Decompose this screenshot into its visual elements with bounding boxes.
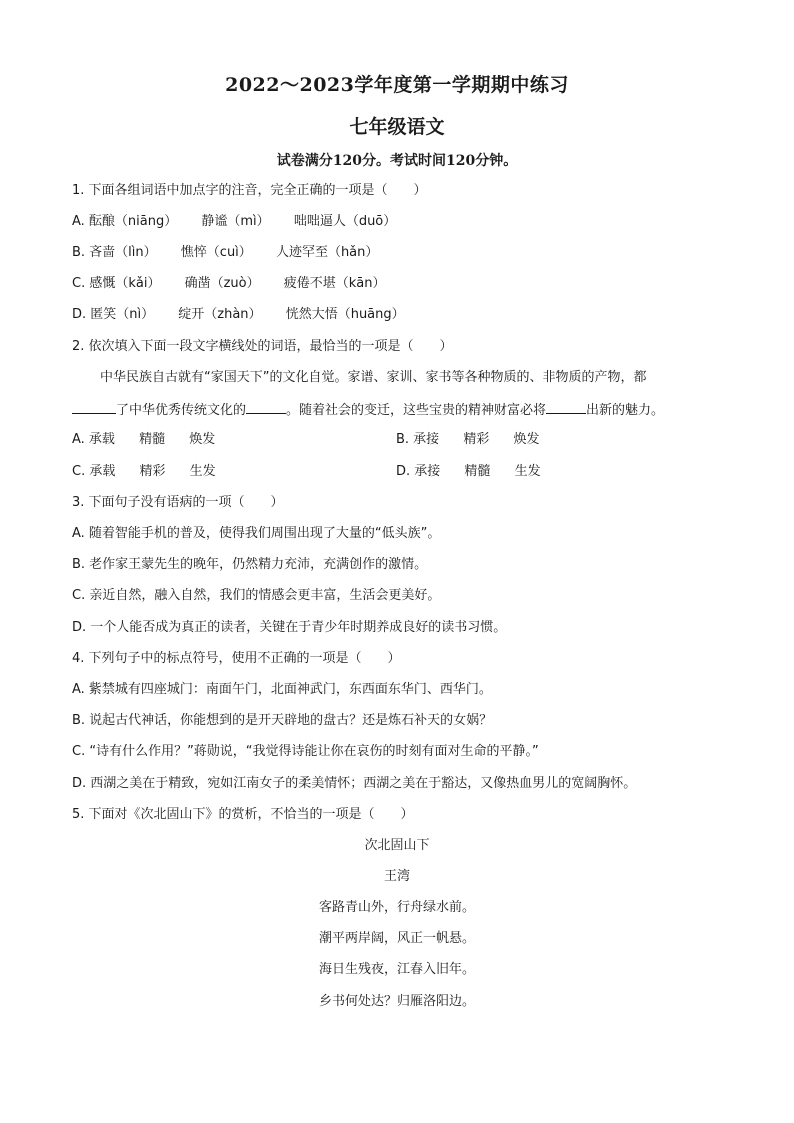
exam-note: 试卷满分120分。考试时间120分钟。 — [276, 153, 518, 169]
q4-option-a: A. 紫禁城有四座城门：南面午门，北面神武门，东西面东华门、西华门。 — [72, 682, 492, 697]
poem-title: 次北固山下 — [364, 838, 430, 853]
q3-option-d: D. 一个人能否成为真正的读者，关键在于青少年时期养成良好的读书习惯。 — [72, 620, 507, 635]
q1-a-w1: A. 酝酿（niāng） — [72, 214, 178, 229]
q3-option-a: A. 随着智能手机的普及，使得我们周围出现了大量的“低头族”。 — [72, 526, 441, 541]
q1-a-w3: 咄咄逼人（duō） — [293, 214, 397, 229]
q2-blank-1 — [72, 400, 116, 414]
poem-line-2: 潮平两岸阔，风正一帆悬。 — [318, 931, 475, 946]
poem-author: 王湾 — [383, 869, 410, 884]
q2-text-b: 。随着社会的变迁，这些宝贵的精神财富必将 — [286, 403, 547, 418]
exam-subtitle: 七年级语文 — [349, 116, 445, 138]
q1-c-w1: C. 感慨（kǎi） — [72, 276, 161, 291]
q2-a-w2: 精髓 — [139, 432, 166, 447]
q1-d-w3: 恍然大悟（huāng） — [285, 307, 405, 322]
q4-option-b: B. 说起古代神话，你能想到的是开天辟地的盘古？还是炼石补天的女娲？ — [72, 713, 493, 728]
q2-a-w1: A. 承载 — [72, 432, 115, 447]
q1-option-d — [72, 306, 405, 324]
q1-a-w2: 静谧（mì） — [201, 214, 270, 229]
q2-c-w3: 生发 — [189, 464, 216, 479]
q1-b-w1: B. 吝啬（lìn） — [72, 245, 157, 260]
q2-c-w1: C. 承载 — [72, 464, 116, 479]
q2-c-w2: 精彩 — [139, 464, 166, 479]
q2-paragraph-line1: 中华民族自古就有“家国天下”的文化自觉。家谱、家训、家书等各种物质的、非物质的产物，都 — [100, 370, 647, 385]
q3-option-c: C. 亲近自然，融入自然，我们的情感会更丰富，生活会更美好。 — [72, 588, 441, 603]
q4-stem: 4. 下列句子中的标点符号，使用不正确的一项是（ ） — [72, 651, 401, 666]
q1-b-w3: 人迹罕至（hǎn） — [275, 245, 379, 260]
q2-d-w2: 精髓 — [464, 464, 491, 479]
q2-paragraph-line2 — [72, 400, 664, 420]
q2-option-b — [396, 431, 540, 449]
q2-b-w3: 焕发 — [513, 432, 540, 447]
q2-option-d — [396, 463, 541, 481]
poem-line-3: 海日生残夜，江春入旧年。 — [318, 962, 475, 977]
q2-d-w1: D. 承接 — [396, 464, 441, 479]
q1-c-w2: 确凿（zuò） — [184, 276, 260, 291]
q3-stem: 3. 下面句子没有语病的一项（ ） — [72, 495, 284, 510]
q2-text-a: 了中华优秀传统文化的 — [116, 403, 247, 418]
q1-option-c — [72, 275, 386, 293]
poem-line-4: 乡书何处达？归雁洛阳边。 — [318, 994, 475, 1009]
exam-title: 2022～2023学年度第一学期期中练习 — [225, 74, 569, 96]
q1-d-w2: 绽开（zhàn） — [178, 307, 262, 322]
q2-text-c: 出新的魅力。 — [586, 403, 665, 418]
q1-c-w3: 疲倦不堪（kān） — [283, 276, 386, 291]
q2-option-c — [72, 463, 216, 481]
q2-d-w3: 生发 — [514, 464, 541, 479]
q3-option-b: B. 老作家王蒙先生的晚年，仍然精力充沛，充满创作的激情。 — [72, 557, 428, 572]
q4-option-d: D. 西湖之美在于精致，宛如江南女子的柔美情怀；西湖之美在于豁达，又像热血男儿的宽阔胸怀。 — [72, 776, 637, 791]
q2-blank-2 — [246, 400, 286, 414]
q1-d-w1: D. 匿笑（nì） — [72, 307, 155, 322]
q2-b-w1: B. 承接 — [396, 432, 440, 447]
q2-stem: 2. 依次填入下面一段文字横线处的词语，最恰当的一项是（ ） — [72, 339, 453, 354]
q2-blank-3 — [546, 400, 586, 414]
q2-b-w2: 精彩 — [463, 432, 490, 447]
q1-stem: 1. 下面各组词语中加点字的注音，完全正确的一项是（ ） — [72, 183, 427, 198]
q5-stem: 5. 下面对《次北固山下》的赏析，不恰当的一项是（ ） — [72, 807, 414, 822]
poem-line-1: 客路青山外，行舟绿水前。 — [318, 900, 475, 915]
q1-option-a — [72, 213, 396, 231]
q4-option-c: C. “诗有什么作用？”蒋勋说，“我觉得诗能让你在哀伤的时刻有面对生命的平静。” — [72, 744, 539, 759]
q1-option-b — [72, 244, 378, 262]
q2-a-w3: 焕发 — [189, 432, 216, 447]
q2-option-a — [72, 431, 215, 449]
q1-b-w2: 憔悴（cuì） — [180, 245, 252, 260]
